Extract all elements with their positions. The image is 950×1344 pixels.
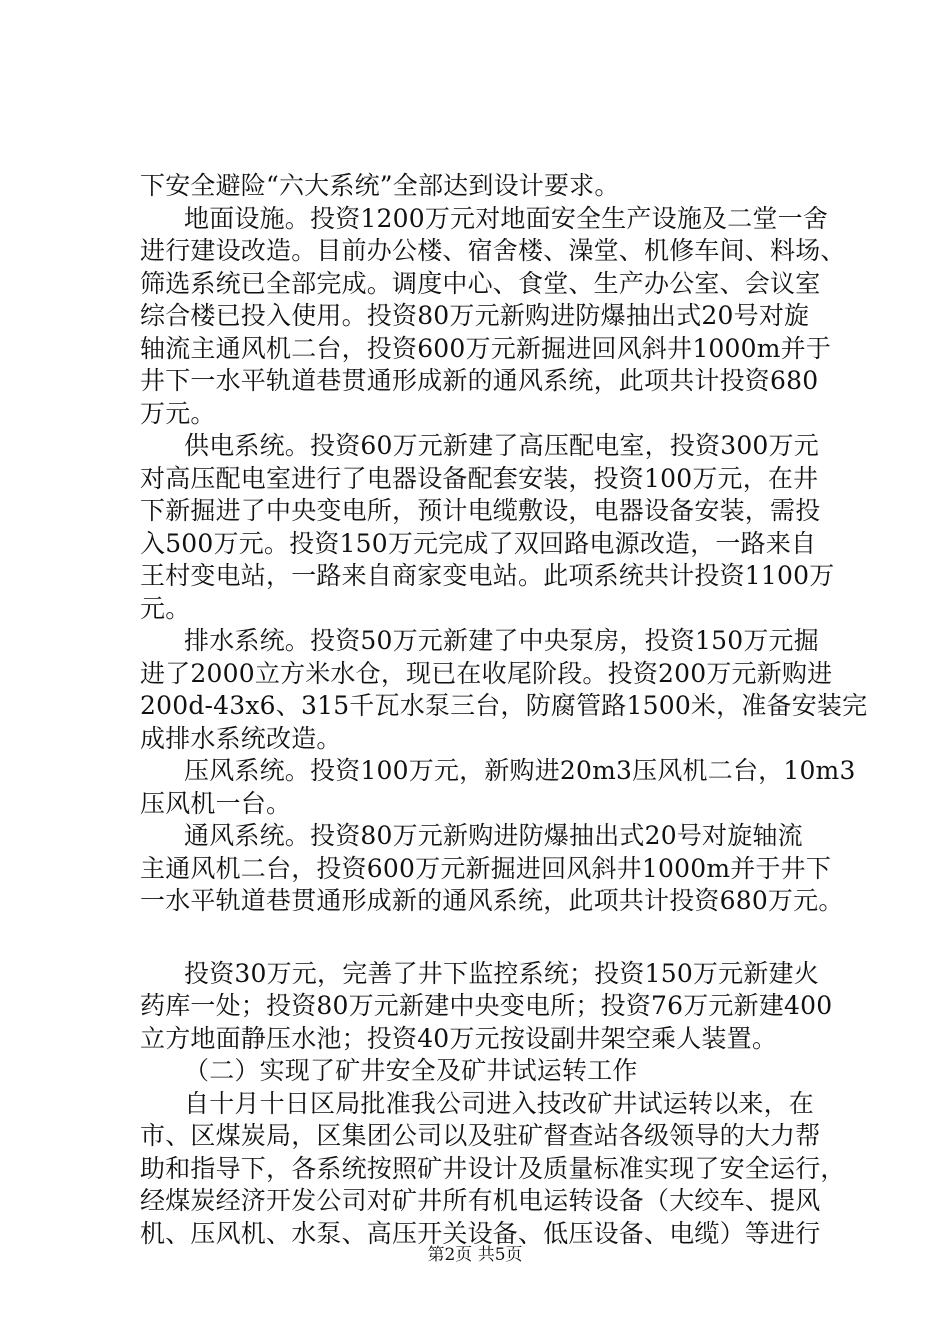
text-line: 万元。 xyxy=(140,398,216,428)
text-line: 市、区煤炭局，区集团公司以及驻矿督查站各级领导的大力帮 xyxy=(140,1121,821,1150)
paragraph-other-investments: 投资30万元，完善了井下监控系统；投资150万元新建火 xyxy=(184,958,819,988)
page-number: 第2页 xyxy=(427,1245,473,1265)
paragraph-ventilation: 通风系统。投资80万元新购进防爆抽出式20号对旋轴流 xyxy=(184,821,803,850)
text-line: 药库一处；投资80万元新建中央变电所；投资76万元新建400 xyxy=(140,991,833,1020)
paragraph-gap xyxy=(140,918,860,958)
document-body xyxy=(140,170,868,1250)
text-line: 王村变电站，一路来自商家变电站。此项系统共计投资1100万 xyxy=(140,561,835,590)
text-line: 成排水系统改造。 xyxy=(140,723,342,753)
text-line: 立方地面静压水池；投资40万元按设副井架空乘人装置。 xyxy=(140,1023,778,1053)
text-line: 对高压配电室进行了电器设备配套安装，投资100万元，在井 xyxy=(140,463,819,493)
text-line: 进行建设改造。目前办公楼、宿舍楼、澡堂、机修车间、料场、 xyxy=(140,236,846,265)
text-line: 一水平轨道巷贯通形成新的通风系统，此项共计投资680万元。 xyxy=(140,886,844,915)
text-line: 机、压风机、水泵、高压开关设备、低压设备、电缆）等进行 xyxy=(140,1218,821,1248)
text-line: 主通风机二台，投资600万元新掘进回风斜井1000m并于井下 xyxy=(140,853,832,883)
paragraph-surface-facilities: 地面设施。投资1200万元对地面安全生产设施及二堂一舍 xyxy=(184,203,829,233)
text-line: 助和指导下，各系统按照矿井设计及质量标准实现了安全运行， xyxy=(140,1153,846,1183)
text-line: 下新掘进了中央变电所，预计电缆敷设，电器设备安装，需投 xyxy=(140,496,821,525)
text-line: 进了2000立方米水仓，现已在收尾阶段。投资200万元新购进 xyxy=(140,658,833,688)
page-footer xyxy=(0,1244,950,1266)
text-line: 元。 xyxy=(140,593,191,623)
text-line: 200d-43x6、315千瓦水泵三台，防腐管路1500米，准备安装完 xyxy=(140,691,868,720)
text-line: 井下一水平轨道巷贯通形成新的通风系统，此项共计投资680 xyxy=(140,366,819,395)
paragraph-power-supply: 供电系统。投资60万元新建了高压配电室，投资300万元 xyxy=(184,431,819,460)
paragraph-drainage: 排水系统。投资50万元新建了中央泵房，投资150万元掘 xyxy=(184,626,819,655)
paragraph-trial-operation: 自十月十日区局批准我公司进入技改矿井试运转以来，在 xyxy=(184,1088,815,1118)
text-line: 压风机一台。 xyxy=(140,788,292,818)
text-line: 轴流主通风机二台，投资600万元新掘进回风斜井1000m并于 xyxy=(140,333,832,363)
text-line: 入500万元。投资150万元完成了双回路电源改造，一路来自 xyxy=(140,528,817,558)
page-total: 共5页 xyxy=(477,1245,523,1265)
section-heading: （二）实现了矿井安全及矿井试运转工作 xyxy=(184,1056,638,1085)
text-line: 下安全避险“六大系统”全部达到设计要求。 xyxy=(140,171,620,200)
text-line: 筛选系统已全部完成。调度中心、食堂、生产办公室、会议室 xyxy=(140,268,821,298)
paragraph-compressed-air: 压风系统。投资100万元，新购进20m3压风机二台，10m3 xyxy=(184,756,856,785)
text-line: 综合楼已投入使用。投资80万元新购进防爆抽出式20号对旋 xyxy=(140,301,810,330)
text-line: 经煤炭经济开发公司对矿井所有机电运转设备（大绞车、提风 xyxy=(140,1186,821,1215)
